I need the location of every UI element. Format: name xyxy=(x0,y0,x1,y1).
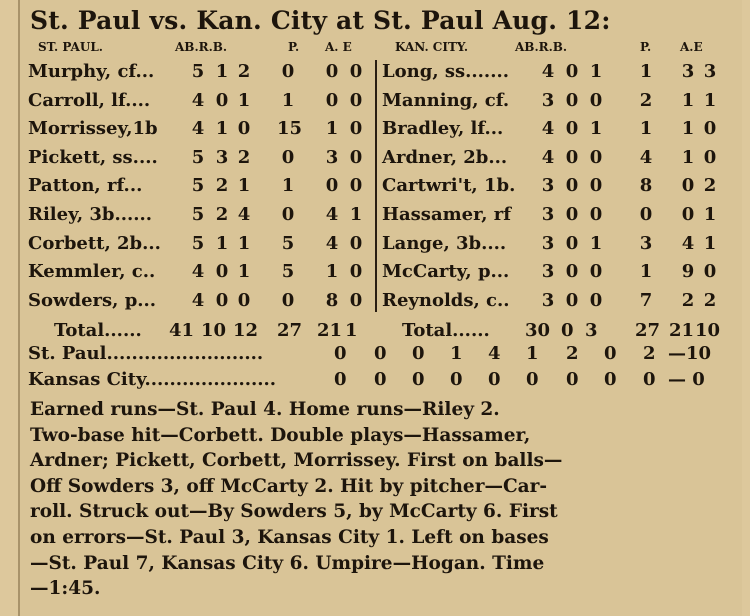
total-p: 27 xyxy=(635,320,661,342)
player-name: Reynolds, c.. xyxy=(382,289,510,311)
stat-ab: 4 xyxy=(541,118,555,140)
total-p: 27 xyxy=(277,320,303,342)
stat-p: 15 xyxy=(277,118,303,140)
stat-a: 9 xyxy=(681,261,695,283)
stat-ab: 4 xyxy=(541,146,555,168)
stat-r: 0 xyxy=(565,204,579,225)
column-divider xyxy=(375,60,377,312)
stat-r: 0 xyxy=(565,289,579,311)
stat-ab: 5 xyxy=(191,61,205,82)
stat-p: 3 xyxy=(639,232,653,254)
stat-p: 1 xyxy=(639,118,653,140)
stat-ab: 4 xyxy=(191,261,205,283)
player-name: Pickett, ss.... xyxy=(28,146,158,168)
linescore-total: — 0 xyxy=(668,369,705,390)
player-name: Corbett, 2b... xyxy=(28,232,161,254)
stat-e: 0 xyxy=(349,118,363,140)
stat-r: 0 xyxy=(565,232,579,254)
stat-a: 0 xyxy=(325,175,339,197)
inning-runs: 0 xyxy=(374,343,387,364)
player-name: McCarty, p... xyxy=(382,261,510,283)
linescore-team: Kansas City..................... xyxy=(28,369,277,390)
stat-e: 0 xyxy=(703,118,717,140)
inning-runs: 1 xyxy=(450,343,463,364)
stat-p: 1 xyxy=(639,261,653,283)
stat-ab: 4 xyxy=(191,289,205,311)
inning-runs: 0 xyxy=(412,369,425,390)
stat-a: 0 xyxy=(681,204,695,225)
stat-r: 0 xyxy=(215,289,229,311)
stat-ab: 5 xyxy=(191,175,205,197)
stat-p: 7 xyxy=(639,289,653,311)
linescore-team: St. Paul......................... xyxy=(28,343,264,364)
total-b: 3 xyxy=(585,320,598,342)
inning-runs: 0 xyxy=(643,369,656,390)
stat-p: 0 xyxy=(281,289,295,311)
total-ab: 30 xyxy=(525,320,551,342)
stat-a: 4 xyxy=(681,232,695,254)
stat-e: 0 xyxy=(349,61,363,82)
stat-b: 2 xyxy=(237,146,251,168)
inning-runs: 0 xyxy=(450,369,463,390)
player-name: Kemmler, c.. xyxy=(28,261,156,283)
total-e: 1 xyxy=(345,320,358,342)
box-score-headline: St. Paul vs. Kan. City at St. Paul Aug. 12: xyxy=(30,6,611,35)
stat-e: 0 xyxy=(349,175,363,197)
linescore-total: —10 xyxy=(668,343,712,364)
stat-b: 0 xyxy=(589,146,603,168)
stat-e: 1 xyxy=(703,89,717,111)
stat-b: 0 xyxy=(589,289,603,311)
stat-b: 0 xyxy=(589,89,603,111)
stat-ab: 4 xyxy=(191,118,205,140)
stat-a: 4 xyxy=(325,204,339,225)
stat-b: 1 xyxy=(589,118,603,140)
stat-a: 0 xyxy=(325,89,339,111)
stat-b: 0 xyxy=(589,204,603,225)
inning-runs: 0 xyxy=(604,343,617,364)
player-name: Sowders, p... xyxy=(28,289,157,311)
player-name: Carroll, lf.... xyxy=(28,89,151,111)
player-name: Ardner, 2b... xyxy=(382,146,508,168)
stat-a: 8 xyxy=(325,289,339,311)
stat-a: 3 xyxy=(681,61,695,82)
stat-r: 1 xyxy=(215,118,229,140)
inning-runs: 4 xyxy=(488,343,501,364)
stat-b: 1 xyxy=(237,232,251,254)
stat-a: 1 xyxy=(681,146,695,168)
stat-e: 1 xyxy=(349,204,363,225)
stat-p: 5 xyxy=(281,261,295,283)
player-name: Riley, 3b...... xyxy=(28,204,153,225)
stat-b: 1 xyxy=(589,232,603,254)
summary-line: Earned runs—St. Paul 4. Home runs—Riley 2. xyxy=(30,399,500,420)
summary-line: Off Sowders 3, off McCarty 2. Hit by pitcher—Car- xyxy=(30,475,548,497)
summary-line: Two-base hit—Corbett. Double plays—Hassamer, xyxy=(30,424,531,446)
st-paul-header-ae: A. E xyxy=(325,40,352,54)
stat-a: 1 xyxy=(681,89,695,111)
stat-ab: 3 xyxy=(541,289,555,311)
stat-b: 1 xyxy=(237,175,251,197)
stat-a: 2 xyxy=(681,289,695,311)
player-name: Morrissey,1b xyxy=(28,118,158,140)
stat-r: 0 xyxy=(565,261,579,283)
stat-p: 1 xyxy=(281,89,295,111)
summary-line: —St. Paul 7, Kansas City 6. Umpire—Hogan. Time xyxy=(30,552,545,574)
stat-e: 0 xyxy=(349,232,363,254)
stat-e: 0 xyxy=(349,146,363,168)
inning-runs: 0 xyxy=(488,369,501,390)
st-paul-header-team: ST. PAUL. xyxy=(38,40,103,54)
stat-ab: 4 xyxy=(191,89,205,111)
stat-r: 3 xyxy=(215,146,229,168)
stat-e: 3 xyxy=(703,61,717,82)
total-a: 21 xyxy=(669,320,695,342)
inning-runs: 0 xyxy=(526,369,539,390)
player-name: Manning, cf. xyxy=(382,89,510,111)
stat-e: 0 xyxy=(349,89,363,111)
stat-e: 0 xyxy=(349,261,363,283)
stat-p: 1 xyxy=(281,175,295,197)
stat-r: 0 xyxy=(565,89,579,111)
stat-a: 1 xyxy=(681,118,695,140)
stat-r: 0 xyxy=(565,175,579,197)
stat-b: 2 xyxy=(237,61,251,82)
stat-e: 1 xyxy=(703,232,717,254)
inning-runs: 2 xyxy=(566,343,579,364)
total-r: 0 xyxy=(561,320,574,342)
inning-runs: 0 xyxy=(334,343,347,364)
stat-b: 4 xyxy=(237,204,251,225)
stat-p: 0 xyxy=(639,204,653,225)
stat-ab: 3 xyxy=(541,232,555,254)
inning-runs: 0 xyxy=(412,343,425,364)
stat-ab: 3 xyxy=(541,89,555,111)
inning-runs: 2 xyxy=(643,343,656,364)
total-e: 10 xyxy=(695,320,721,342)
stat-p: 0 xyxy=(281,146,295,168)
player-name: Cartwri't, 1b. xyxy=(382,175,516,197)
stat-a: 1 xyxy=(325,118,339,140)
total-ab: 41 xyxy=(169,320,195,342)
stat-p: 1 xyxy=(639,61,653,82)
stat-r: 1 xyxy=(215,61,229,82)
stat-b: 1 xyxy=(237,261,251,283)
inning-runs: 0 xyxy=(604,369,617,390)
game-summary xyxy=(30,397,722,602)
inning-runs: 1 xyxy=(526,343,539,364)
stat-r: 0 xyxy=(215,89,229,111)
stat-b: 0 xyxy=(589,261,603,283)
stat-e: 0 xyxy=(703,146,717,168)
stat-b: 1 xyxy=(237,89,251,111)
stat-e: 0 xyxy=(703,261,717,283)
stat-b: 0 xyxy=(237,118,251,140)
stat-r: 2 xyxy=(215,204,229,225)
stat-r: 0 xyxy=(565,118,579,140)
stat-a: 1 xyxy=(325,261,339,283)
player-name: Lange, 3b.... xyxy=(382,232,507,254)
kansas-city-header-ae: A.E xyxy=(680,40,703,54)
inning-runs: 0 xyxy=(374,369,387,390)
stat-ab: 5 xyxy=(191,204,205,225)
inning-runs: 0 xyxy=(334,369,347,390)
player-name: Patton, rf... xyxy=(28,175,143,197)
player-name: Murphy, cf... xyxy=(28,61,155,82)
stat-a: 0 xyxy=(681,175,695,197)
stat-r: 0 xyxy=(565,61,579,82)
player-name: Hassamer, rf xyxy=(382,204,512,225)
stat-ab: 3 xyxy=(541,261,555,283)
player-name: Long, ss....... xyxy=(382,61,510,82)
stat-ab: 5 xyxy=(191,146,205,168)
st-paul-header-abrb: AB.R.B. xyxy=(175,40,228,54)
stat-p: 4 xyxy=(639,146,653,168)
summary-line: roll. Struck out—By Sowders 5, by McCarty 6. First xyxy=(30,501,558,523)
stat-r: 1 xyxy=(215,232,229,254)
stat-ab: 3 xyxy=(541,175,555,197)
stat-p: 8 xyxy=(639,175,653,197)
kansas-city-header-p: P. xyxy=(640,40,652,54)
stat-e: 2 xyxy=(703,289,717,311)
stat-b: 1 xyxy=(589,61,603,82)
kansas-city-header-team: KAN. CITY. xyxy=(395,40,469,54)
total-a: 21 xyxy=(317,320,343,342)
stat-e: 2 xyxy=(703,175,717,197)
stat-a: 0 xyxy=(325,61,339,82)
player-name: Bradley, lf... xyxy=(382,118,504,140)
stat-b: 0 xyxy=(589,175,603,197)
stat-p: 5 xyxy=(281,232,295,254)
kansas-city-header-abrb: AB.R.B. xyxy=(515,40,568,54)
total-r: 10 xyxy=(201,320,227,342)
stat-e: 1 xyxy=(703,204,717,225)
stat-ab: 4 xyxy=(541,61,555,82)
stat-r: 0 xyxy=(215,261,229,283)
stat-b: 0 xyxy=(237,289,251,311)
stat-a: 3 xyxy=(325,146,339,168)
summary-line: on errors—St. Paul 3, Kansas City 1. Left on bases xyxy=(30,526,549,548)
inning-runs: 0 xyxy=(566,369,579,390)
stat-p: 0 xyxy=(281,204,295,225)
stat-p: 2 xyxy=(639,89,653,111)
total-b: 12 xyxy=(233,320,259,342)
total-label: Total...... xyxy=(54,320,142,342)
total-label: Total...... xyxy=(402,320,490,342)
summary-line: Ardner; Pickett, Corbett, Morrissey. First on balls— xyxy=(30,450,563,472)
stat-p: 0 xyxy=(281,61,295,82)
stat-ab: 3 xyxy=(541,204,555,225)
summary-line: —1:45. xyxy=(30,578,101,600)
stat-a: 4 xyxy=(325,232,339,254)
stat-r: 2 xyxy=(215,175,229,197)
stat-e: 0 xyxy=(349,289,363,311)
stat-ab: 5 xyxy=(191,232,205,254)
stat-r: 0 xyxy=(565,146,579,168)
st-paul-header-p: P. xyxy=(288,40,300,54)
